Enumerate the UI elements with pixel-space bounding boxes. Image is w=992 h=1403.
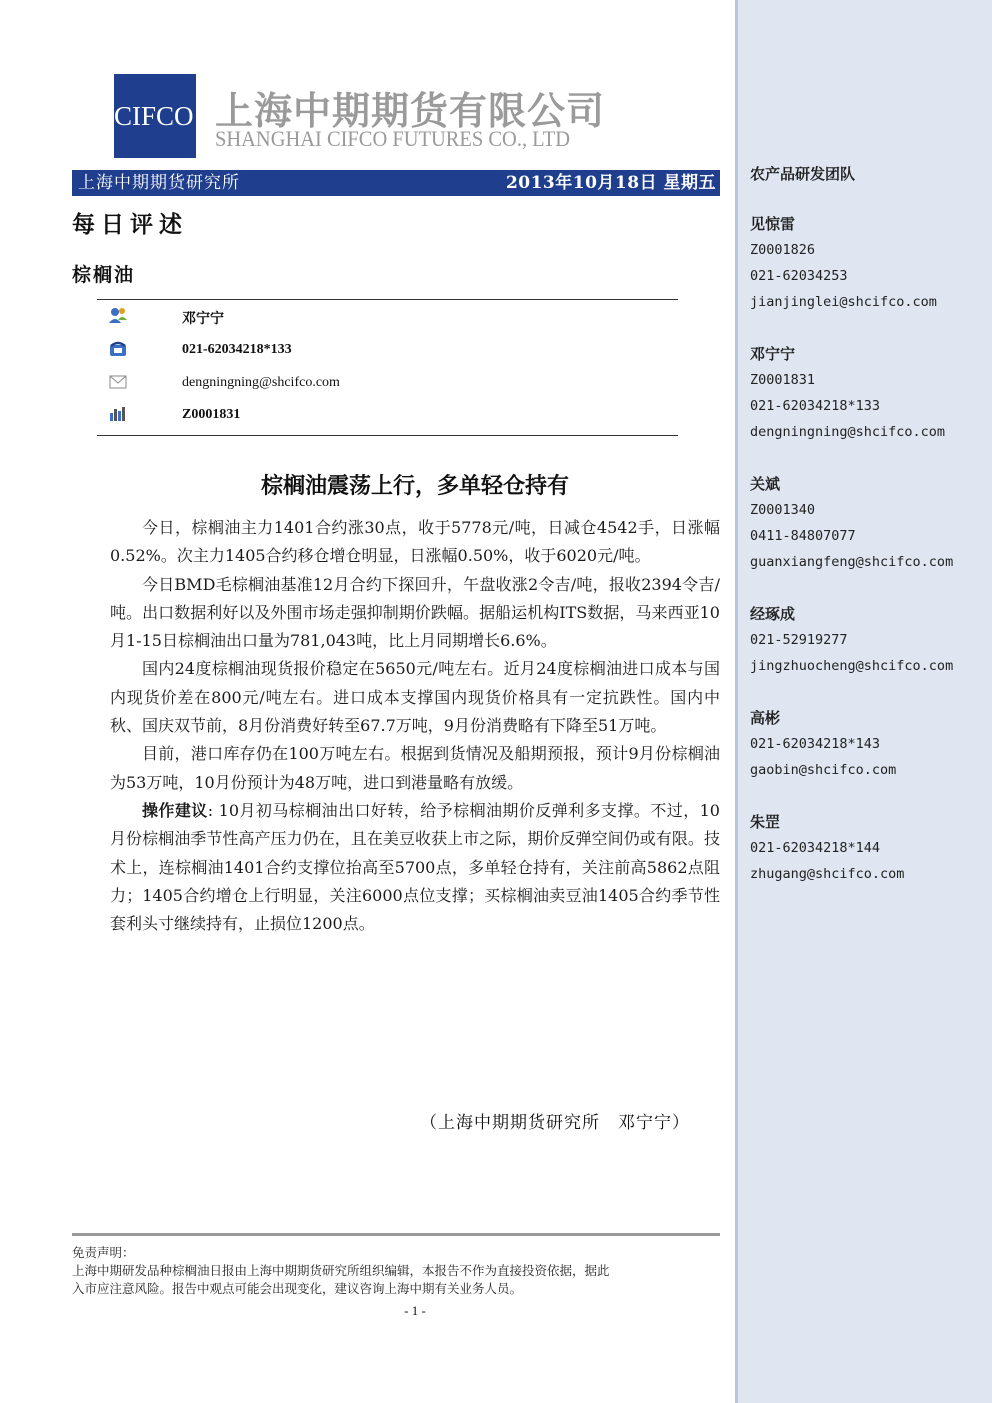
contact-line: Z0001340 [750,502,816,518]
article-signature: （上海中期期货研究所 邓宁宁） [420,1113,690,1133]
chart-icon [108,405,128,423]
contact-line: 0411-84807077 [750,528,856,544]
article-paragraph: 今日BMD毛棕榈油基准12月合约下探回升，午盘收涨2令吉/吨，报收2394令吉/吨。出口数据利好以及外围市场走强抑制期价跌幅。据船运机构ITS数据，马来西亚10月1-15日棕榈油出口量为781,043吨，比上月同期增长6.6%。 [110,574,720,651]
disclaimer-line: 入市应注意风险。报告中观点可能会出现变化，建议咨询上海中期有关业务人员。 [72,1281,523,1296]
contact-email: guanxiangfeng@shcifco.com [750,554,954,570]
contact-email: gaobin@shcifco.com [750,762,897,778]
contact-line: Z0001826 [750,242,816,258]
commodity-title: 棕榈油 [72,264,136,286]
article-paragraph: 今日，棕榈油主力1401合约涨30点，收于5778元/吨，日减仓4542手，日涨幅0.52%。次主力1405合约移仓增仓明显，日涨幅0.50%，收于6020元/吨。 [110,518,720,566]
person-icon [108,306,128,324]
disclaimer [72,1244,720,1298]
company-name-cn: 上海中期期货有限公司 [215,89,606,133]
contact-name: 见惊雷 [750,215,796,233]
logo-badge-text: CIFCO [114,101,194,131]
disclaimer-title: 免责声明： [72,1245,135,1260]
analyst-email: dengningning@shcifco.com [182,375,340,390]
sidebar-contact [750,809,904,887]
page-number: - 1 - [404,1303,426,1318]
contact-line: 021-62034218*133 [750,398,881,414]
sidebar-contact [750,705,896,783]
analyst-license: Z0001831 [182,407,241,422]
analyst-phone: 021-62034218*133 [182,342,292,357]
contact-email: jianjinglei@shcifco.com [750,294,937,310]
report-header-bar [72,170,720,196]
sidebar-contact [750,471,953,575]
contact-line: 021-52919277 [750,632,848,648]
advice-paragraph [110,797,720,938]
report-date: 2013年10月18日 星期五 [505,173,716,193]
article-paragraph: 国内24度棕榈油现货报价稳定在5650元/吨左右。近月24度棕榈油进口成本与国内现货价差在800元/吨左右。进口成本支撑国内现货价格具有一定抗跌性。国内中秋、国庆双节前，8月份消费好转至67.7万吨，9月份消费略有下降至51万吨。 [110,659,720,736]
contact-name: 朱罡 [750,813,781,831]
contact-name: 关斌 [750,475,781,493]
team-title: 农产品研发团队 [750,165,856,183]
analyst-name: 邓宁宁 [182,312,224,327]
article-body [110,514,720,938]
team-sidebar [735,0,992,1403]
institute-name: 上海中期期货研究所 [78,173,240,193]
phone-icon [108,340,128,358]
contact-line: 021-62034218*144 [750,840,881,856]
article-headline: 棕榈油震荡上行，多单轻仓持有 [260,474,569,499]
contact-email: zhugang@shcifco.com [750,866,905,882]
article-paragraph: 目前，港口库存仍在100万吨左右。根据到货情况及船期预报，预计9月份棕榈油为53万吨，10月份预计为48万吨，进口到港量略有放缓。 [110,744,720,792]
contact-line: Z0001831 [750,372,816,388]
report-category: 每日评述 [72,211,188,238]
envelope-icon [108,373,128,391]
company-name-en: SHANGHAI CIFCO FUTURES CO., LTD [215,126,571,151]
company-logo-badge [114,74,196,158]
contact-name: 经琢成 [750,605,796,623]
disclaimer-line: 上海中期研发品种棕榈油日报由上海中期期货研究所组织编辑，本报告不作为直接投资依据，据此 [72,1263,610,1278]
footer-divider [72,1233,720,1236]
contact-line: 021-62034253 [750,268,848,284]
sidebar-contact [750,211,937,315]
contact-email: jingzhuocheng@shcifco.com [750,658,954,674]
advice-text: : 10月初马棕榈油出口好转，给予棕榈油期价反弹利多支撑。不过，10月份棕榈油季节性高产压力仍在，且在美豆收获上市之际，期价反弹空间仍或有限。技术上，连棕榈油1401合约支撑位抬高至5700点，多单轻仓持有，关注前高5862点阻力；1405合约增仓上行明显，关注6000点位支撑；买棕榈油卖豆油1405合约季节性套利头寸继续持有，止损位1200点。 [110,800,720,934]
sidebar-contact [750,341,945,445]
contact-name: 邓宁宁 [750,345,796,363]
analyst-info-box [97,299,678,436]
sidebar-contact [750,601,953,679]
advice-label: 操作建议 [142,800,208,820]
contact-email: dengningning@shcifco.com [750,424,946,440]
contact-line: 021-62034218*143 [750,736,881,752]
contact-name: 高彬 [750,709,781,727]
